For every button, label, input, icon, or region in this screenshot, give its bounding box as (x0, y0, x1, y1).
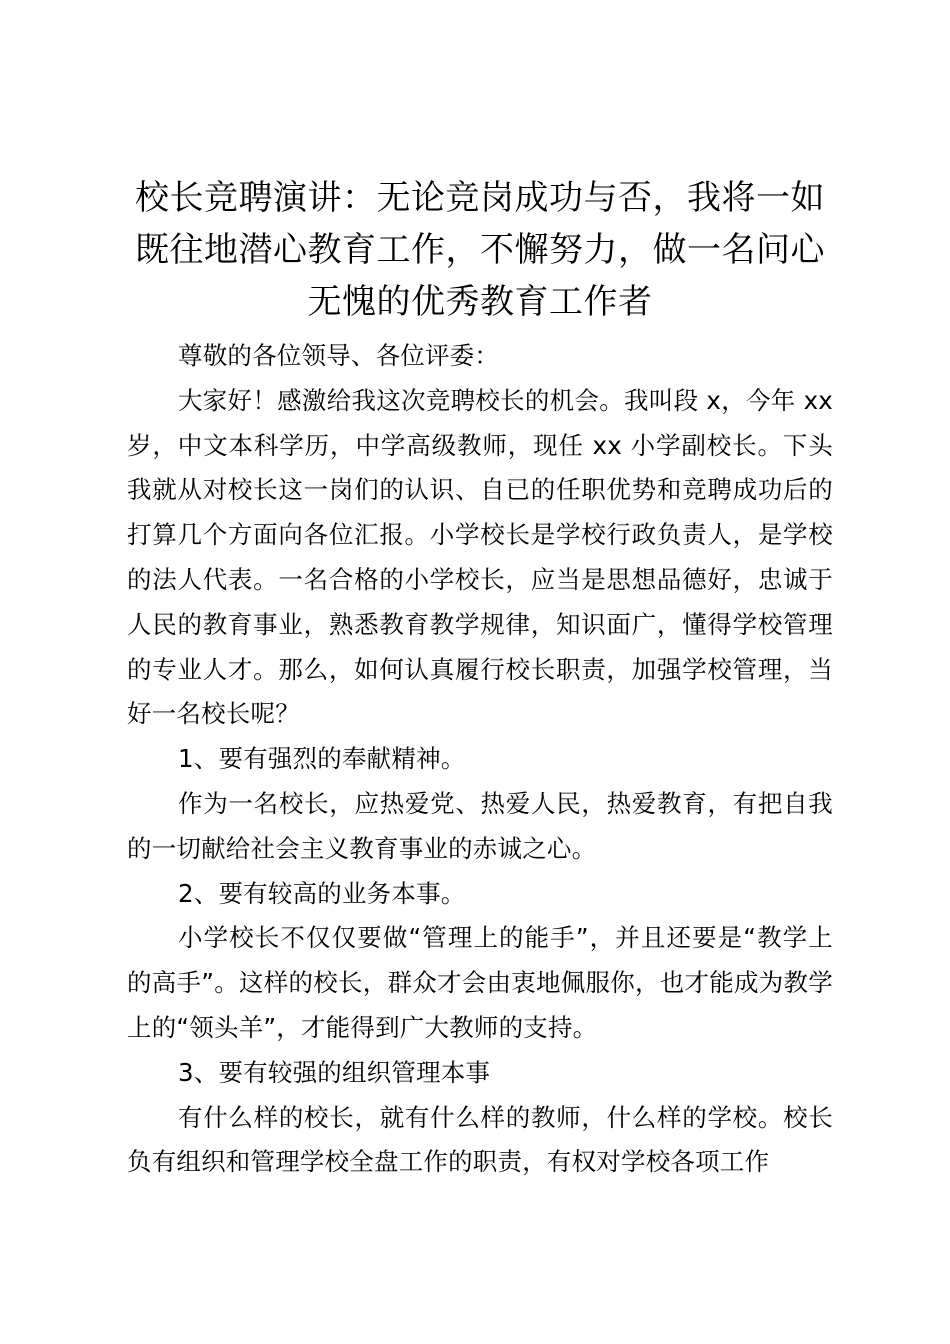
body-paragraph: 作为一名校长，应热爱党、热爱人民，热爱教育，有把自我的一切献给社会主义教育事业的赤诚之心。 (127, 788, 833, 863)
title-line-2: 既往地潜心教育工作，不懈努力，做一名问心 (135, 230, 825, 270)
section-heading-2: 2、要有较高的业务本事。 (178, 878, 466, 908)
title-line-3: 无愧的优秀教育工作者 (307, 282, 653, 322)
body-paragraph: 小学校长不仅仅要做“管理上的能手”，并且还要是“教学上的高手”。这样的校长，群众才会由衷地佩服你，也才能成为教学上的“领头羊”，才能得到广大教师的支持。 (127, 923, 833, 1042)
section-heading-3: 3、要有较强的组织管理本事 (178, 1057, 491, 1087)
body-paragraph: 有什么样的校长，就有什么样的教师，什么样的学校。校长负有组织和管理学校全盘工作的职责，有权对学校各项工作 (127, 1102, 833, 1177)
title-line-1: 校长竞聘演讲：无论竞岗成功与否，我将一如 (135, 178, 825, 218)
document-page (127, 172, 833, 1185)
body-paragraph: 大家好！感激给我这次竞聘校长的机会。我叫段 x，今年 xx 岁，中文本科学历，中学高级教师，现任 xx 小学副校长。下头我就从对校长这一岗们的认识、自已的任职优势和竞聘成功后的打算几个方面向各位汇报。小学校长是学校行政负责人，是学校的法人代表。一名合格的小学校长，应当是思想品德好，忠诚于人民的教育事业，熟悉教育教学规律，知识面广，懂得学校管理的专业人才。那么，如何认真履行校长职责，加强学校管理，当好一名校长呢？ (127, 385, 833, 729)
section-heading-1: 1、要有强烈的奉献精神。 (178, 744, 466, 774)
salutation: 尊敬的各位领导、各位评委： (178, 341, 500, 370)
document-title (127, 172, 833, 328)
